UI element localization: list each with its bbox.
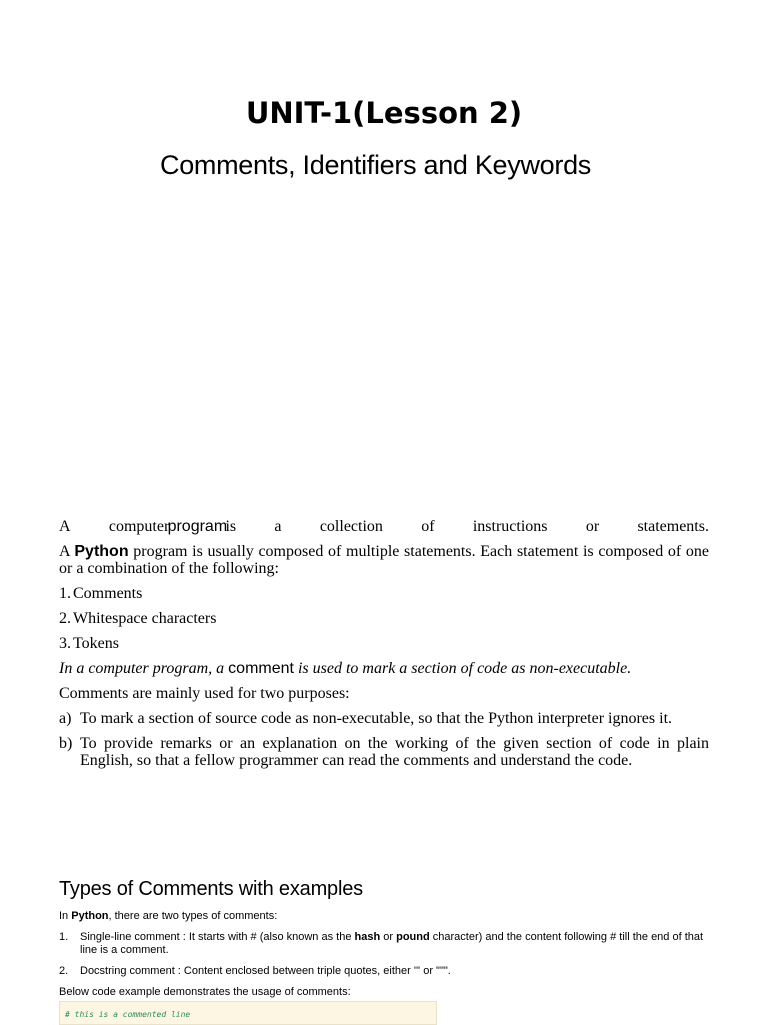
python-term: Python <box>74 543 129 560</box>
purpose-letter: a) <box>59 710 72 727</box>
definition-text: is used to mark a section of code as non-executable. <box>293 660 632 677</box>
code-block <box>59 1001 437 1025</box>
purpose-item <box>59 710 709 727</box>
word: is <box>225 518 237 535</box>
comment-term: comment <box>228 660 294 677</box>
intro-section <box>59 518 709 777</box>
list-label: Whitespace characters <box>73 610 217 627</box>
para-text: A <box>59 543 75 560</box>
purposes-intro: Comments are mainly used for two purposes: <box>59 685 350 702</box>
list-number: 3. <box>59 635 71 652</box>
code-comment-line: # this is a commented line <box>65 1010 191 1019</box>
list-text-part: Single-line comment : It starts with # (also known as the <box>80 931 355 943</box>
list-text-part: character) and the content following # till the end of that line is a comment. <box>80 931 704 956</box>
word: instructions <box>472 518 548 535</box>
word: collection <box>319 518 383 535</box>
word: a <box>274 518 282 535</box>
list-item <box>59 931 709 957</box>
hash-term: hash <box>354 931 381 943</box>
definition-text: In a computer program, a <box>59 660 229 677</box>
types-intro-text: In <box>59 910 72 922</box>
list-number: 1. <box>59 585 71 602</box>
intro-line-1 <box>59 518 709 535</box>
types-list <box>59 931 709 978</box>
list-number: 2. <box>59 610 71 627</box>
list-number: 2. <box>59 965 69 977</box>
page-title: UNIT-1(Lesson 2) <box>245 96 523 130</box>
list-label: Comments <box>73 585 143 602</box>
types-intro-text: , there are two types of comments: <box>108 910 278 922</box>
list-number: 1. <box>59 931 69 943</box>
python-term: Python <box>71 910 109 922</box>
list-text <box>80 931 709 957</box>
list-item <box>59 610 709 627</box>
list-text: Docstring comment : Content enclosed between triple quotes, either ''' or """. <box>80 965 451 977</box>
comment-definition <box>59 660 709 677</box>
purpose-text: To mark a section of source code as non-executable, so that the Python interpreter ignores it. <box>80 710 673 727</box>
types-heading: Types of Comments with examples <box>59 878 363 900</box>
types-section <box>59 878 709 1025</box>
para-text: program is usually composed of multiple statements. Each statement is composed of one or a combination of the following: <box>59 543 710 577</box>
list-label: Tokens <box>73 635 119 652</box>
word: or <box>585 518 600 535</box>
list-item <box>59 965 709 978</box>
list-item <box>59 635 709 652</box>
intro-paragraph <box>59 543 709 577</box>
word: of <box>421 518 435 535</box>
types-intro <box>59 910 709 923</box>
purpose-letter: b) <box>59 735 73 752</box>
word: program <box>167 518 228 535</box>
purpose-text: To provide remarks or an explanation on the working of the given section of code in plain English, so that a fellow programmer can read the comments and understand the code. <box>80 735 709 769</box>
purpose-item <box>59 735 709 769</box>
list-text-part: or <box>380 931 397 943</box>
page-subtitle: Comments, Identifiers and Keywords <box>160 150 591 180</box>
word: computer <box>108 518 170 535</box>
pound-term: pound <box>396 931 430 943</box>
word: statements. <box>637 518 709 535</box>
example-intro: Below code example demonstrates the usage of comments: <box>59 986 351 998</box>
word: A <box>59 518 71 535</box>
list-item <box>59 585 709 602</box>
